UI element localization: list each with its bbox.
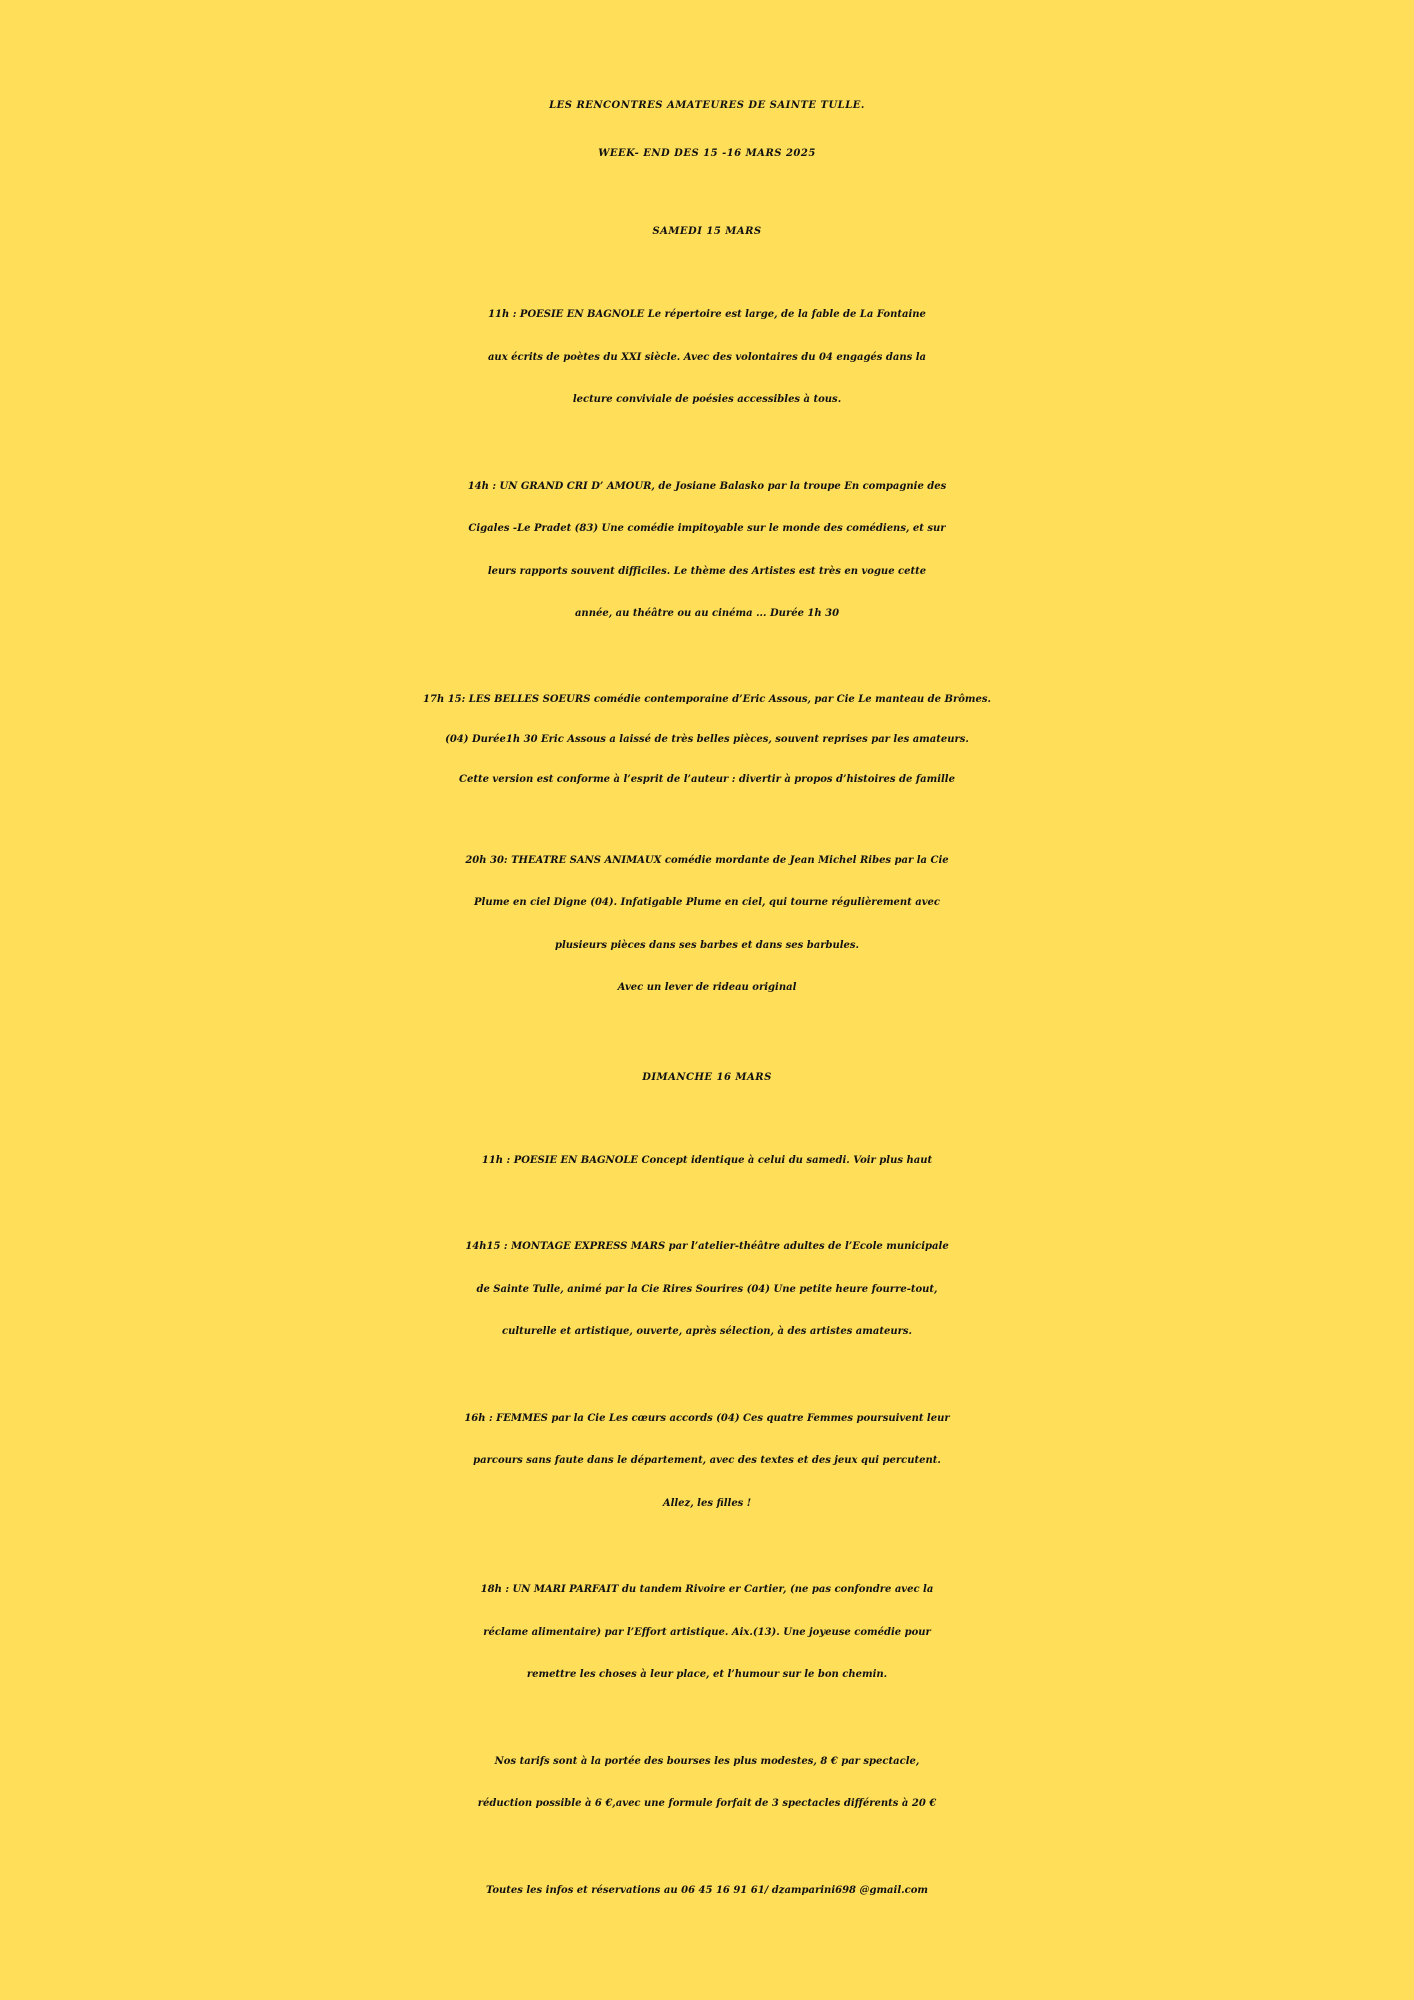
saturday-event-4 (2, 840, 1412, 1010)
saturday-event-2 (2, 466, 1412, 636)
event-line: 20h 30: THEATRE SANS ANIMAUX comédie mordante de Jean Michel Ribes par la Cie (465, 854, 949, 866)
pricing-line: réduction possible à 6 €,avec une formule forfait de 3 spectacles différents à 20 € (477, 1798, 937, 1809)
event-line: 17h 15: LES BELLES SOEURS comédie contemporaine d’Eric Assous, par Cie Le manteau de Brômes. (423, 693, 991, 705)
event-line: réclame alimentaire) par l’Effort artistique. Aix.(13). Une joyeuse comédie pour (483, 1626, 931, 1638)
saturday-event-1 (2, 294, 1412, 422)
event-line: 16h : FEMMES par la Cie Les cœurs accords (04) Ces quatre Femmes poursuivent leur (464, 1412, 950, 1424)
sunday-event-3 (2, 1398, 1412, 1526)
event-line: 14h15 : MONTAGE EXPRESS MARS par l’atelier-théâtre adultes de l’Ecole municipale (465, 1241, 949, 1252)
contact-info (2, 1870, 1412, 1913)
event-line: année, au théâtre ou au cinéma ... Durée 1h 30 (574, 608, 840, 619)
sunday-heading: DIMANCHE 16 MARS (642, 1071, 772, 1083)
event-title: LES RENCONTRES AMATEURES DE SAINTE TULLE. (549, 100, 865, 111)
event-line: Cette version est conforme à l’esprit de l’auteur : divertir à propos d’histoires de famille (459, 773, 955, 785)
event-line: 11h : POESIE EN BAGNOLE Concept identique à celui du samedi. Voir plus haut (481, 1154, 933, 1166)
pricing-info (2, 1741, 1412, 1826)
sunday-event-1 (2, 1140, 1412, 1183)
event-line: aux écrits de poètes du XXI siècle. Avec des volontaires du 04 engagés dans la (487, 351, 927, 363)
event-line: Plume en ciel Digne (04). Infatigable Plume en ciel, qui tourne régulièrement avec (474, 897, 940, 908)
event-line: 18h : UN MARI PARFAIT du tandem Rivoire er Cartier, (ne pas confondre avec la (480, 1584, 934, 1595)
event-line: Allez, les filles ! (662, 1497, 752, 1509)
event-line: 14h : UN GRAND CRI D’ AMOUR, de Josiane Balasko par la troupe En compagnie des (467, 480, 947, 492)
event-dates: WEEK- END DES 15 -16 MARS 2025 (598, 148, 816, 159)
event-line: Cigales -Le Pradet (83) Une comédie impitoyable sur le monde des comédiens, et sur (468, 523, 946, 534)
saturday-event-3 (2, 680, 1412, 800)
event-line: leurs rapports souvent difficiles. Le thème des Artistes est très en vogue cette (487, 565, 927, 577)
event-line: Avec un lever de rideau original (617, 982, 797, 993)
pricing-line: Nos tarifs sont à la portée des bourses les plus modestes, 8 € par spectacle, (494, 1755, 920, 1767)
sunday-event-2 (2, 1226, 1412, 1354)
event-line: 11h : POESIE EN BAGNOLE Le répertoire est large, de la fable de La Fontaine (488, 309, 926, 320)
event-line: lecture conviviale de poésies accessibles à tous. (572, 394, 842, 405)
event-line: parcours sans faute dans le département, avec des textes et des jeux qui percutent. (473, 1455, 941, 1466)
contact-line: Toutes les infos et réservations au 06 45 16 91 61/ dzamparini698 @gmail.com (486, 1884, 928, 1896)
sunday-event-4 (2, 1569, 1412, 1697)
event-line: remettre les choses à leur place, et l’humour sur le bon chemin. (526, 1669, 888, 1680)
event-line: culturelle et artistique, ouverte, après sélection, à des artistes amateurs. (502, 1326, 912, 1337)
event-line: de Sainte Tulle, animé par la Cie Rires Sourires (04) Une petite heure fourre-tout, (476, 1283, 938, 1295)
saturday-heading: SAMEDI 15 MARS (652, 226, 762, 237)
event-line: plusieurs pièces dans ses barbes et dans ses barbules. (554, 939, 860, 951)
event-line: (04) Durée1h 30 Eric Assous a laissé de très belles pièces, souvent reprises par les amateurs. (445, 733, 969, 745)
